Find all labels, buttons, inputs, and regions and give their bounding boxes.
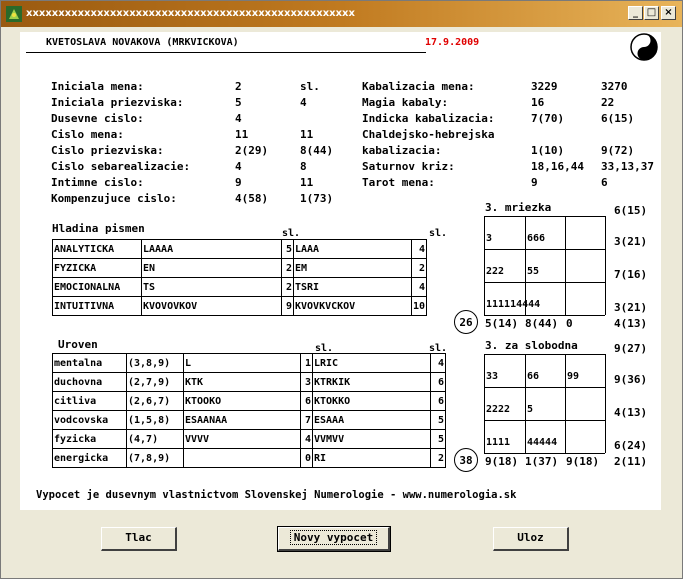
uroven-cell-bn: 4: [431, 354, 446, 373]
mriezka-column-total: 5(14): [485, 317, 519, 330]
print-button[interactable]: [101, 527, 177, 551]
maximize-button[interactable]: [644, 6, 659, 20]
right-stat-label: Chaldejsko-hebrejska: [362, 128, 495, 141]
mriezka-row-total: 7(16): [614, 268, 648, 281]
uroven-cell-name: mentalna: [53, 354, 127, 373]
right-stat-value-1: 16: [531, 96, 545, 109]
mriezka-column-total: 8(44): [525, 317, 559, 330]
uroven-cell-an: 0: [301, 449, 313, 468]
left-stat-value-2: 11: [300, 128, 314, 141]
uroven-row: [53, 392, 446, 411]
uroven-cell-nums: (7,8,9): [127, 449, 184, 468]
hladina-cell-a: KVOVOVKOV: [142, 297, 282, 316]
left-stat-value-1: 2: [235, 80, 242, 93]
slobodna-row-total: 6(24): [614, 439, 648, 452]
left-stat-value-2: 8: [300, 160, 307, 173]
slobodna-cell: 44444: [527, 437, 558, 448]
uroven-cell-name: citliva: [53, 392, 127, 411]
close-icon: ×: [664, 7, 673, 18]
slobodna-cell: 99: [567, 371, 580, 382]
left-stat-label: Cislo mena:: [51, 128, 124, 141]
right-stat-label: Saturnov kriz:: [362, 160, 455, 173]
right-stat-value-1: 7(70): [531, 112, 565, 125]
right-stat-value-1: 1(10): [531, 144, 565, 157]
hladina-cell-a: EN: [142, 259, 282, 278]
right-stat-value-1: 3229: [531, 80, 558, 93]
slobodna-grid-line: [484, 387, 605, 388]
hladina-title: Hladina pismen: [52, 222, 145, 235]
print-button-label: Tlac: [125, 531, 152, 544]
minimize-button[interactable]: [628, 6, 643, 20]
hladina-row: [53, 240, 427, 259]
hladina-cell-an: 2: [282, 259, 294, 278]
slobodna-cell: 5: [527, 404, 534, 415]
right-stat-value-1: 9: [531, 176, 538, 189]
hladina-row: [53, 278, 427, 297]
new-calculation-button[interactable]: [278, 527, 390, 551]
uroven-cell-a: KTOOKO: [184, 392, 301, 411]
uroven-cell-nums: (4,7): [127, 430, 184, 449]
mriezka-grid-line: [484, 216, 485, 315]
mriezka-bottom-right: 4(13): [614, 317, 648, 330]
slobodna-column-total: 9(18): [485, 455, 519, 468]
hladina-cell-b: EM: [294, 259, 412, 278]
mriezka-grid-line: [484, 216, 605, 217]
slobodna-grid-line: [484, 420, 605, 421]
uroven-title: Uroven: [58, 338, 98, 351]
mriezka-cell: 666: [527, 233, 546, 244]
uroven-cell-name: fyzicka: [53, 430, 127, 449]
uroven-cell-nums: (2,6,7): [127, 392, 184, 411]
title-bar[interactable]: [1, 1, 682, 27]
slobodna-column-total: 9(18): [566, 455, 600, 468]
mriezka-column-total: 0: [566, 317, 573, 330]
left-stat-value-1: 4: [235, 160, 242, 173]
uroven-cell-an: 4: [301, 430, 313, 449]
save-button[interactable]: [493, 527, 569, 551]
mriezka-row-total: 3(21): [614, 235, 648, 248]
hladina-cell-bn: 4: [412, 240, 427, 259]
uroven-cell-nums: (2,7,9): [127, 373, 184, 392]
uroven-row: [53, 354, 446, 373]
left-stat-value-2: 4: [300, 96, 307, 109]
person-name: KVETOSLAVA NOVAKOVA (MRKVICKOVA): [46, 37, 239, 48]
slobodna-column-total: 1(37): [525, 455, 559, 468]
uroven-cell-a: KTK: [184, 373, 301, 392]
window-title: xxxxxxxxxxxxxxxxxxxxxxxxxxxxxxxxxxxxxxxxxxxxxxxxxxx: [26, 8, 355, 19]
right-stat-value-1: 18,16,44: [531, 160, 584, 173]
uroven-row: [53, 411, 446, 430]
uroven-cell-b: KTOKKO: [313, 392, 431, 411]
hladina-row: [53, 297, 427, 316]
mriezka-cell: 3: [486, 233, 493, 244]
uroven-cell-a: L: [184, 354, 301, 373]
slobodna-grid-line: [525, 354, 526, 453]
hladina-table: [52, 239, 427, 316]
uroven-cell-bn: 6: [431, 392, 446, 411]
right-stat-label: Tarot mena:: [362, 176, 435, 189]
uroven-cell-an: 6: [301, 392, 313, 411]
yin-yang-icon: [629, 32, 659, 62]
right-stat-value-2: 9(72): [601, 144, 635, 157]
uroven-cell-an: 3: [301, 373, 313, 392]
mriezka-grid-line: [565, 216, 566, 315]
uroven-cell-an: 7: [301, 411, 313, 430]
uroven-cell-name: duchovna: [53, 373, 127, 392]
mriezka-title: 3. mriezka: [485, 201, 552, 214]
close-button[interactable]: [661, 6, 676, 20]
left-stat-value-1: 4: [235, 112, 242, 125]
left-stat-label: Kompenzujuce cislo:: [51, 192, 177, 205]
slobodna-row-total: 9(36): [614, 373, 648, 386]
calc-date: 17.9.2009: [425, 37, 480, 48]
slobodna-grid-line: [484, 453, 605, 454]
left-stat-label: Iniciala priezviska:: [51, 96, 184, 109]
uroven-cell-b: LRIC: [313, 354, 431, 373]
left-stat-value-2: sl.: [300, 80, 320, 93]
hladina-cell-bn: 4: [412, 278, 427, 297]
hladina-cell-name: FYZICKA: [53, 259, 142, 278]
right-stat-label: Magia kabaly:: [362, 96, 449, 109]
left-stat-value-2: 11: [300, 176, 314, 189]
hladina-cell-an: 5: [282, 240, 294, 259]
uroven-cell-b: RI: [313, 449, 431, 468]
uroven-total: 38: [454, 448, 478, 472]
hladina-cell-a: TS: [142, 278, 282, 297]
mriezka-top-right: 6(15): [614, 204, 648, 217]
uroven-cell-b: ESAAA: [313, 411, 431, 430]
uroven-sl-1: sl.: [315, 343, 334, 354]
hladina-cell-an: 9: [282, 297, 294, 316]
mriezka-cell: 111114444: [486, 299, 541, 310]
right-stat-label: Kabalizacia mena:: [362, 80, 475, 93]
right-stat-value-2: 3270: [601, 80, 628, 93]
hladina-cell-name: ANALYTICKA: [53, 240, 142, 259]
right-stat-value-2: 6(15): [601, 112, 635, 125]
slobodna-cell: 33: [486, 371, 499, 382]
slobodna-cell: 1111: [486, 437, 511, 448]
right-stat-label: kabalizacia:: [362, 144, 442, 157]
uroven-cell-b: KTRKIK: [313, 373, 431, 392]
hladina-cell-b: LAAA: [294, 240, 412, 259]
left-stat-value-2: 1(73): [300, 192, 334, 205]
mriezka-grid-line: [605, 216, 606, 315]
uroven-cell-b: VVMVV: [313, 430, 431, 449]
mriezka-cell: 55: [527, 266, 540, 277]
left-stat-label: Cislo sebarealizacie:: [51, 160, 191, 173]
uroven-table: [52, 353, 446, 468]
hladina-sl-2: sl.: [429, 228, 448, 239]
result-sheet: [20, 32, 661, 510]
left-stat-label: Dusevne cislo:: [51, 112, 144, 125]
uroven-cell-a: ESAANAA: [184, 411, 301, 430]
mriezka-row-total: 3(21): [614, 301, 648, 314]
hladina-cell-name: EMOCIONALNA: [53, 278, 142, 297]
right-stat-value-2: 33,13,37: [601, 160, 654, 173]
uroven-cell-nums: (1,5,8): [127, 411, 184, 430]
left-stat-value-1: 9: [235, 176, 242, 189]
save-button-label: Uloz: [517, 531, 544, 544]
uroven-row: [53, 430, 446, 449]
hladina-cell-bn: 10: [412, 297, 427, 316]
left-stat-value-2: 8(44): [300, 144, 334, 157]
hladina-cell-b: TSRI: [294, 278, 412, 297]
slobodna-row-total: 4(13): [614, 406, 648, 419]
mriezka-grid-line: [484, 249, 605, 250]
slobodna-top-right: 9(27): [614, 342, 648, 355]
uroven-cell-bn: 5: [431, 411, 446, 430]
hladina-cell-name: INTUITIVNA: [53, 297, 142, 316]
uroven-sl-2: sl.: [429, 343, 448, 354]
uroven-cell-bn: 2: [431, 449, 446, 468]
hladina-cell-a: LAAAA: [142, 240, 282, 259]
left-stat-value-1: 4(58): [235, 192, 269, 205]
left-stat-label: Cislo priezviska:: [51, 144, 164, 157]
hladina-cell-bn: 2: [412, 259, 427, 278]
hladina-cell-an: 2: [282, 278, 294, 297]
uroven-cell-name: energicka: [53, 449, 127, 468]
right-stat-value-2: 6: [601, 176, 608, 189]
left-stat-value-1: 11: [235, 128, 249, 141]
uroven-cell-nums: (3,8,9): [127, 354, 184, 373]
slobodna-bottom-right: 2(11): [614, 455, 648, 468]
slobodna-cell: 2222: [486, 404, 511, 415]
maximize-icon: □: [646, 7, 657, 18]
hladina-row: [53, 259, 427, 278]
uroven-cell-a: [184, 449, 301, 468]
minimize-icon: _: [633, 7, 638, 18]
uroven-cell-bn: 6: [431, 373, 446, 392]
uroven-cell-bn: 5: [431, 430, 446, 449]
left-stat-label: Intimne cislo:: [51, 176, 144, 189]
new-calculation-label: Novy vypocet: [290, 530, 377, 545]
right-stat-value-2: 22: [601, 96, 615, 109]
app-icon: [6, 6, 22, 22]
hladina-total: 26: [454, 310, 478, 334]
mriezka-grid-line: [484, 315, 605, 316]
left-stat-label: Iniciala mena:: [51, 80, 144, 93]
footer-note: Vypocet je dusevnym vlastnictvom Slovenskej Numerologie - www.numerologia.sk: [36, 489, 517, 501]
uroven-row: [53, 449, 446, 468]
slobodna-cell: 66: [527, 371, 540, 382]
left-stat-value-1: 2(29): [235, 144, 269, 157]
slobodna-grid-line: [605, 354, 606, 453]
left-stat-value-1: 5: [235, 96, 242, 109]
slobodna-grid-line: [565, 354, 566, 453]
header-underline: [26, 52, 426, 53]
slobodna-grid-line: [484, 354, 485, 453]
right-stat-label: Indicka kabalizacia:: [362, 112, 495, 125]
mriezka-grid-line: [484, 282, 605, 283]
uroven-cell-an: 1: [301, 354, 313, 373]
uroven-row: [53, 373, 446, 392]
slobodna-title: 3. za slobodna: [485, 339, 578, 352]
mriezka-cell: 222: [486, 266, 505, 277]
hladina-cell-b: KVOVKVCKOV: [294, 297, 412, 316]
uroven-cell-a: VVVV: [184, 430, 301, 449]
uroven-cell-name: vodcovska: [53, 411, 127, 430]
slobodna-grid-line: [484, 354, 605, 355]
hladina-sl-1: sl.: [282, 228, 301, 239]
